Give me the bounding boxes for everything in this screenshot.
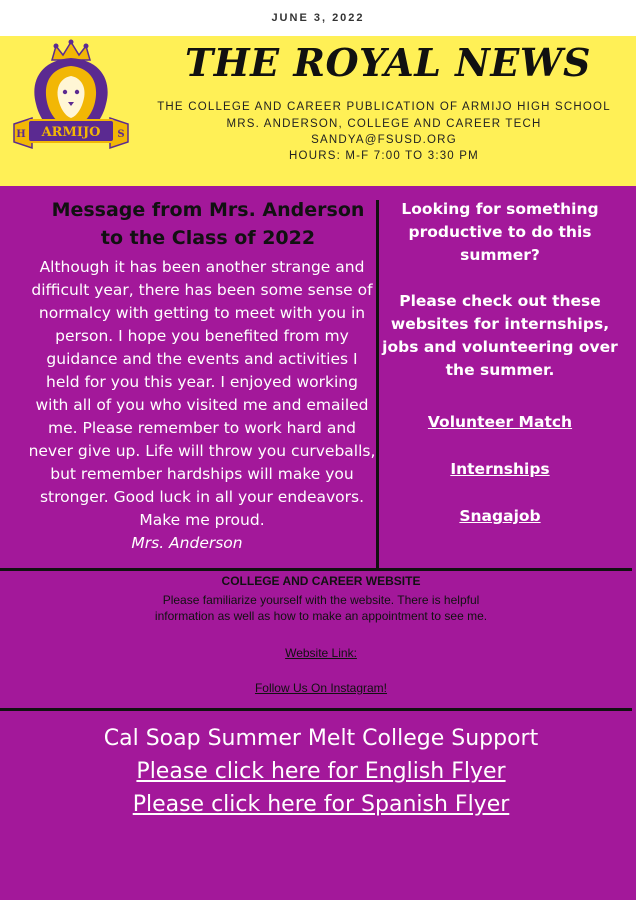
summer-prompt: Please check out these websites for internships, jobs and volunteering over the summer. [382, 292, 618, 379]
website-section-title: COLLEGE AND CAREER WEBSITE [221, 574, 421, 588]
logo-text: ARMIJO [41, 125, 101, 140]
snagajob-link[interactable]: Snagajob [459, 507, 541, 525]
subtitle-hours: HOURS: M-F 7:00 TO 3:30 PM [289, 150, 479, 162]
lion-crest-logo [10, 38, 132, 156]
logo-letter-right: S [117, 129, 125, 140]
volunteer-match-link[interactable]: Volunteer Match [427, 413, 573, 431]
message-title [48, 196, 368, 252]
instagram-link[interactable]: Follow Us On Instagram! [254, 681, 388, 695]
summer-question: Looking for something productive to do this summer? [401, 200, 599, 264]
column-divider [376, 200, 379, 568]
message-body: Although it has been another strange and difficult year, there has been some sense of normalcy with getting to meet with you in person. I hope you benefited from my guidance and the events and activities I held for you this year. I enjoyed working with all of you who visited me and emailed me. Please remember to work hard and never give up. Life will throw you curveballs, but remember hardships will make you stronger. Good luck in all your endeavors. Make me proud. [28, 258, 376, 529]
subtitle-email: SANDYA@FSUSD.ORG [311, 134, 457, 146]
message-signature: Mrs. Anderson [131, 534, 243, 552]
message-title-line-1: Message from Mrs. Anderson [51, 199, 365, 221]
subtitle-author: MRS. ANDERSON, COLLEGE AND CAREER TECH [226, 118, 542, 130]
issue-date: JUNE 3, 2022 [271, 12, 365, 24]
content-area [0, 186, 636, 900]
newsletter-title: THE ROYAL NEWS [185, 40, 591, 85]
calsoap-title: Cal Soap Summer Melt College Support [103, 726, 539, 751]
website-description: Please familiarize yourself with the website. There is helpful information as well as how to make an appointment to see me. [154, 593, 488, 623]
internships-link[interactable]: Internships [450, 460, 550, 478]
spanish-flyer-link[interactable]: Please click here for Spanish Flyer [132, 792, 510, 817]
logo-letter-left: H [16, 129, 26, 140]
message-title-line-2: to the Class of 2022 [100, 227, 316, 249]
masthead [0, 36, 636, 186]
website-link[interactable]: Website Link: [285, 646, 357, 660]
subtitle-publication: THE COLLEGE AND CAREER PUBLICATION OF ARMIJO HIGH SCHOOL [157, 101, 611, 113]
section-divider-2 [0, 708, 632, 711]
english-flyer-link[interactable]: Please click here for English Flyer [136, 759, 506, 784]
section-divider-1 [0, 568, 632, 571]
